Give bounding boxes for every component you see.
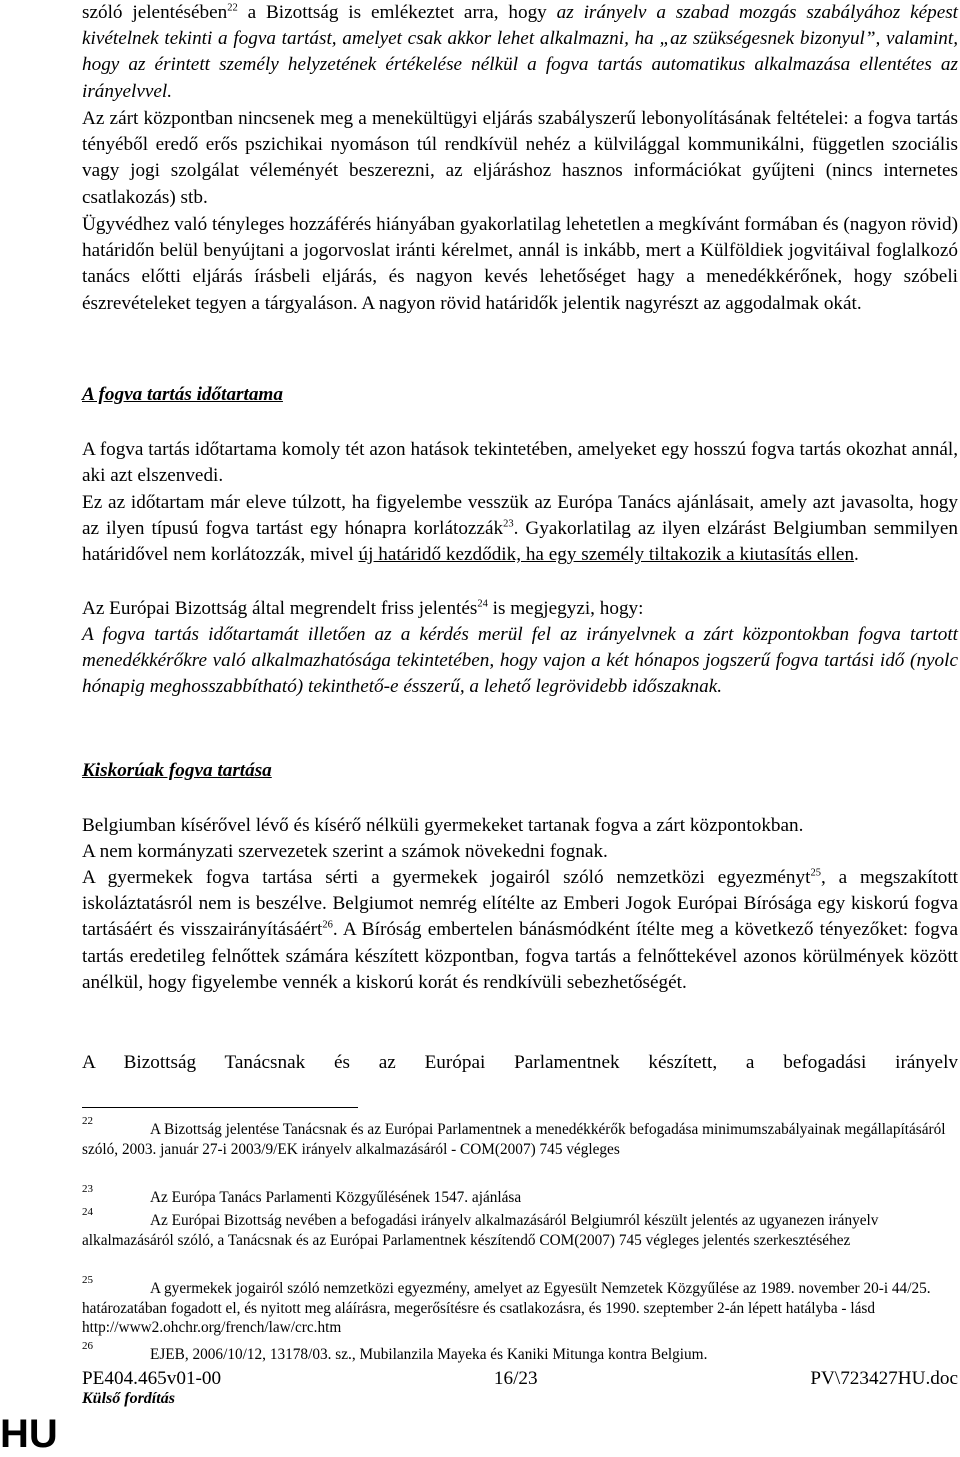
document-reference: PE404.465v01-00 — [82, 1368, 222, 1389]
paragraph-5-underlined-text: új határidő kezdődik, ha egy személy tiltakozik a kiutasítás ellen — [358, 544, 855, 566]
footnote-text: A Bizottság jelentése Tanácsnak és az Európai Parlamentnek a menedékkérők befogadása minimumszabályainak megállapításáról szóló, 2003. január 27-i 2003/9/EK irányelv alkalmazásáról - COM(2007) 745 végleges — [82, 1121, 946, 1158]
paragraph-3: Ügyvédhez való tényleges hozzáférés hiányában gyakorlatilag lehetetlen a megkívánt formában és (nagyon rövid) határidőn belül benyújtani a jogorvoslat iránti kérelmet, annál is inkább, mert a Külföldiek jogvitáival foglalkozó tanács előtti eljárás írásbeli eljárás, és nagyon kevés lehetőséget hagy a menedékkérőnek, hogy szóbeli észrevételeket tegyen a tárgyaláson. A nagyon rövid határidők jelentik nagyrészt az aggodalmak okát. — [82, 214, 958, 314]
footnote-text: EJEB, 2006/10/12, 13178/03. sz., Mubilanzila Mayeka és Kaniki Mitunga kontra Belgium. — [150, 1346, 708, 1363]
footnote-ref-24: 24 — [477, 598, 488, 610]
paragraph-5-text-b: . Gyakorlatilag az ilyen elzárást Belgiumban semmilyen határidővel nem korlátozzák, mivel — [82, 518, 959, 566]
paragraph-6-text-a: Az Európai Bizottság által megrendelt friss jelentés — [82, 598, 478, 619]
paragraph-9: A nem kormányzati szervezetek szerint a számok növekedni fognak. — [82, 841, 608, 862]
paragraph-7-quote: A fogva tartás időtartamát illetően az a kérdés merül fel az irányelvnek a zárt központokban fogva tartott menedékkérőkre való alkalmazhatósága tekintetében, hogy vajon a két hónapos jogszerű fogva tartási idő (nyolc hónapig meghosszabbítható) tekinthető-e ésszerű, a lehető legrövidebb időszaknak. — [82, 624, 958, 698]
paragraph-1 — [82, 0, 958, 105]
paragraph-1-italic-text: az irányelv a szabad mozgás szabályához képest kivételnek tekinti a fogva tartást, amelyet csak akkor lehet alkalmazni, ha „az szükségesnek bizonyul”, valamint, hogy az érintett személy helyzetének értékelése nélkül a fogva tartás automatikus alkalmazása ellentétes az irányelvvel. — [82, 2, 959, 102]
section-heading-duration: A fogva tartás időtartama — [82, 384, 283, 405]
translation-note: Külső fordítás — [82, 1390, 175, 1407]
footnote-number: 25 — [82, 1274, 93, 1286]
paragraph-11: A Bizottság Tanácsnak és az Európai Parlamentnek készített, a befogadási irányelv — [82, 1052, 958, 1073]
footnote-22 — [82, 1115, 958, 1159]
footnote-number: 23 — [82, 1183, 93, 1195]
section-heading-minors: Kiskorúak fogva tartása — [82, 760, 272, 781]
page-number: 16/23 — [493, 1368, 538, 1389]
paragraph-2: Az zárt központban nincsenek meg a menekültügyi eljárás szabályszerű lebonyolításának feltételei: a fogva tartás tényéből eredő erős pszichikai nyomáson túl rendkívül nehéz a külvilággal kommunikálni, független szociális vagy jogi szolgálat véleményét beszerezni, az eljáráshoz hasznos információkat gyűjteni (nincs internetes csatlakozás) stb. — [82, 108, 958, 208]
footnote-text: Az Európa Tanács Parlamenti Közgyűlésének 1547. ajánlása — [150, 1189, 522, 1206]
page-footer — [82, 1368, 958, 1390]
footnote-ref-25: 25 — [810, 867, 821, 879]
paragraph-6-text-b: is megjegyzi, hogy: — [487, 598, 644, 619]
paragraph-10-text-a: A gyermekek fogva tartása sérti a gyermekek jogairól szóló nemzetközi egyezményt — [82, 867, 811, 888]
paragraph-1-text-b: a Bizottság is emlékeztet arra, hogy — [237, 2, 557, 23]
footnote-ref-22: 22 — [227, 2, 238, 14]
footnote-text: Az Európai Bizottság nevében a befogadási irányelv alkalmazásáról Belgiumról készült jelentés az ugyanezen irányelv alkalmazásáról szóló, a Tanácsnak és az Európai Parlamentnek készítendő COM(2007) 745 végleges jelentés szerkesztéséhez — [82, 1212, 879, 1249]
footnote-ref-23: 23 — [503, 518, 514, 530]
footnote-24 — [82, 1206, 958, 1250]
footnote-number: 24 — [82, 1206, 93, 1218]
paragraph-4: A fogva tartás időtartama komoly tét azon hatások tekintetében, amelyeket egy hosszú fogva tartás okozhat annál, aki azt elszenvedi. — [82, 439, 958, 487]
paragraph-5 — [82, 490, 958, 569]
footnote-text: A gyermekek jogairól szóló nemzetközi egyezmény, amelyet az Egyesült Nemzetek Közgyűlése az 1989. november 20-i 44/25. határozatában fogadott el, és nyitott meg aláírásra, megerősítésre és csatlakozásra, és 1990. szeptember 2-án lépett hatályba - lásd http://www2.ohchr.org/french/law/crc.htm — [82, 1280, 931, 1336]
paragraph-5-text-c: . — [854, 544, 859, 566]
paragraph-5-text-a: Ez az időtartam már eleve túlzott, ha figyelembe vesszük az Európa Tanács ajánlásait, amely azt javasolta, hogy az ilyen típusú fogva tartást egy hónapra korlátozzák — [82, 492, 958, 540]
footnote-separator — [82, 1107, 358, 1108]
language-code: HU — [0, 1412, 58, 1456]
file-name: PV\723427HU.doc — [810, 1368, 958, 1389]
paragraph-6 — [82, 596, 958, 622]
footnote-number: 22 — [82, 1115, 93, 1127]
paragraph-8: Belgiumban kísérővel lévő és kísérő nélküli gyermekeket tartanak fogva a zárt központokban. — [82, 815, 804, 836]
footnote-number: 26 — [82, 1340, 93, 1352]
paragraph-10-text-c: . A Bíróság embertelen bánásmódként ítélte meg a következő tényezőket: fogva tartás eredetileg felnőttek számára készített központban, fogva tartás a felnőttekével azonos körülmények között anélkül, hogy figyelembe vennék a kiskorú korát és rendkívüli sebezhetőségét. — [82, 919, 958, 993]
paragraph-10-text-b: , a megszakított iskoláztatásról nem is beszélve. Belgiumot nemrég elítélte az Emberi Jogok Európai Bírósága egy kiskorú fogva tartásáért és visszairányításáért — [82, 867, 959, 941]
footnote-ref-26: 26 — [322, 920, 333, 932]
paragraph-10 — [82, 865, 958, 996]
footnote-26 — [82, 1340, 958, 1365]
footnote-25 — [82, 1274, 958, 1338]
paragraph-1-text-a: szóló jelentésében — [82, 2, 228, 23]
footnote-23 — [82, 1183, 958, 1208]
